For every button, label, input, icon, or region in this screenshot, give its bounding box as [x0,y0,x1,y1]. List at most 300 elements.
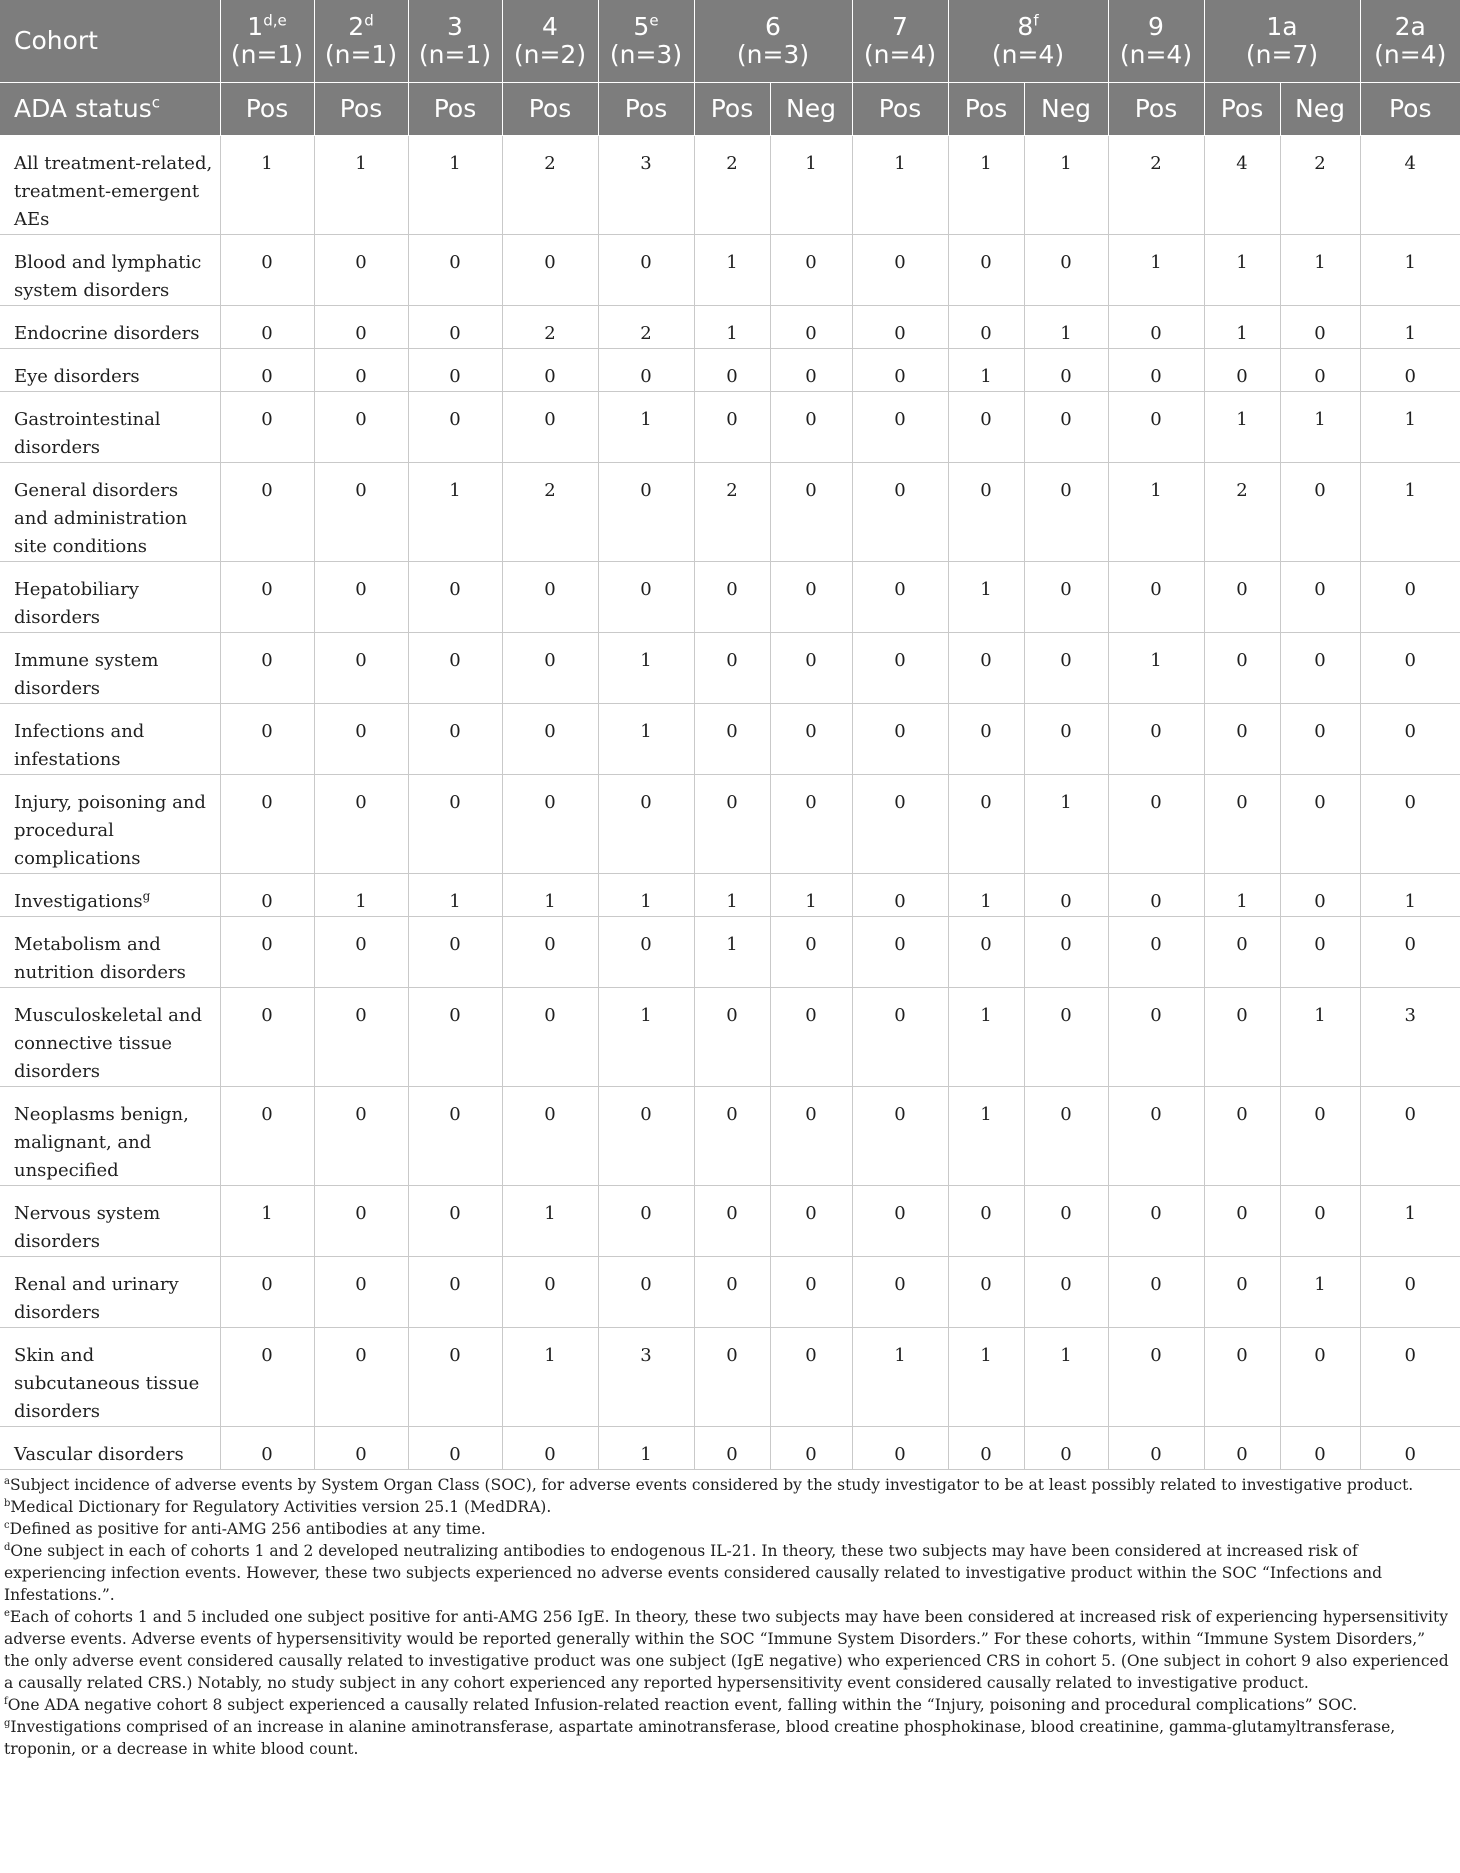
count-cell: 0 [1108,1257,1204,1328]
count-cell: 0 [1108,1186,1204,1257]
count-cell: 1 [1108,463,1204,562]
soc-label: Metabolism and nutrition disorders [14,934,186,983]
soc-label-cell [0,562,220,633]
count-cell: 0 [408,704,502,775]
cohort-footnote-mark: e [649,11,659,30]
count-cell: 0 [770,988,852,1087]
cohort-size: (n=4) [863,40,937,69]
soc-label-cell [0,917,220,988]
count-cell: 2 [502,306,598,349]
soc-label-cell [0,988,220,1087]
count-cell: 0 [314,1087,408,1186]
count-cell: 0 [852,1087,948,1186]
footnote-mark: f [4,1695,8,1707]
count-cell: 0 [502,775,598,874]
count-cell: 0 [1024,917,1108,988]
cohort-name: 4 [542,12,558,41]
count-cell: 0 [502,392,598,463]
count-cell: 1 [770,874,852,917]
cohort-size: (n=1) [324,40,398,69]
table-row [0,633,1460,704]
count-cell: 0 [502,235,598,306]
count-cell: 0 [314,704,408,775]
cohort-name: 8 [1017,12,1034,41]
count-cell: 0 [1108,775,1204,874]
count-cell: 1 [1204,235,1280,306]
count-cell: 0 [220,988,314,1087]
count-cell: 0 [1204,988,1280,1087]
count-cell: 0 [502,988,598,1087]
count-cell: 0 [502,1087,598,1186]
count-cell: 1 [1204,392,1280,463]
count-cell: 0 [314,917,408,988]
count-cell: 0 [1280,562,1360,633]
count-cell: 0 [1024,633,1108,704]
count-cell: 0 [1108,562,1204,633]
soc-label-cell [0,1186,220,1257]
count-cell: 0 [408,392,502,463]
count-cell: 0 [770,235,852,306]
table-row [0,704,1460,775]
count-cell: 0 [598,463,694,562]
soc-label: Musculoskeletal and connective tissue disorders [14,1005,203,1082]
count-cell: 0 [770,306,852,349]
count-cell: 1 [598,874,694,917]
count-cell: 0 [852,463,948,562]
count-cell: 1 [1024,775,1108,874]
count-cell: 0 [408,235,502,306]
table-row [0,463,1460,562]
count-cell: 0 [220,463,314,562]
count-cell: 0 [314,235,408,306]
count-cell: 2 [1280,136,1360,235]
count-cell: 0 [1360,917,1460,988]
count-cell: 3 [598,136,694,235]
count-cell: 1 [694,306,770,349]
count-cell: 1 [1204,306,1280,349]
table-row [0,306,1460,349]
count-cell: 0 [220,1257,314,1328]
count-cell: 0 [948,633,1024,704]
count-cell: 0 [220,306,314,349]
cohort-size: (n=1) [418,40,492,69]
count-cell: 0 [852,562,948,633]
table-row [0,1186,1460,1257]
cohort-header-label: Cohort [0,0,220,83]
count-cell: 0 [694,1328,770,1427]
soc-label-cell [0,1328,220,1427]
cohort-header-cell [948,0,1108,83]
count-cell: 0 [1108,874,1204,917]
table-row [0,1328,1460,1427]
count-cell: 1 [314,136,408,235]
soc-label: Gastrointestinal disorders [14,409,161,458]
count-cell: 0 [1024,988,1108,1087]
count-cell: 0 [598,1087,694,1186]
count-cell: 0 [948,1257,1024,1328]
ada-status-header-row [0,83,1460,136]
footnote-text: Each of cohorts 1 and 5 included one subject positive for anti-AMG 256 IgE. In theory, these two subjects may have been considered at increased risk of experiencing hypersensitivity adverse events. Adverse events of hypersensitivity would be reported generally within the SOC “Immune System Disorders.” For these cohorts, within “Immune System Disorders,” the only adverse event considered causally related to investigative product was one subject (IgE negative) who experienced CRS in cohort 5. (One subject in cohort 9 also experienced a causally related CRS.) Notably, no study subject in any cohort experienced any reported hypersensitivity event considered causally related to investigative product. [4,1608,1449,1692]
count-cell: 1 [598,1427,694,1470]
cohort-size: (n=2) [513,40,587,69]
ada-status-cell: Pos [1108,83,1204,136]
footnote-mark: d [4,1541,11,1553]
soc-label: Blood and lymphatic system disorders [14,252,202,301]
count-cell: 3 [598,1328,694,1427]
cohort-header-cell [1360,0,1460,83]
count-cell: 0 [770,349,852,392]
soc-footnote-mark: g [142,889,151,903]
cohort-size: (n=3) [736,40,810,69]
count-cell: 0 [770,633,852,704]
count-cell: 0 [220,1087,314,1186]
soc-label-cell [0,1427,220,1470]
count-cell: 1 [1360,874,1460,917]
count-cell: 0 [1024,1427,1108,1470]
count-cell: 0 [1280,874,1360,917]
footnote [4,1606,1454,1694]
table-row [0,349,1460,392]
footnote-text: One subject in each of cohorts 1 and 2 developed neutralizing antibodies to endogenous IL-21. In theory, these two subjects may have been considered at increased risk of experiencing infection events. However, these two subjects experienced no adverse events considered causally related to investigative product within the SOC “Infections and Infestations.”. [4,1542,1383,1604]
soc-label-cell [0,1257,220,1328]
soc-label-cell [0,775,220,874]
count-cell: 0 [948,235,1024,306]
footnote-text: Investigations comprised of an increase in alanine aminotransferase, aspartate aminotransferase, blood creatine phosphokinase, blood creatinine, gamma-glutamyltransferase, troponin, or a decrease in white blood count. [4,1718,1396,1758]
cohort-footnote-mark: d,e [263,11,287,30]
cohort-header-cell [1204,0,1360,83]
count-cell: 1 [1280,235,1360,306]
count-cell: 0 [1204,633,1280,704]
soc-label: All treatment-related, treatment-emergent AEs [14,153,213,230]
count-cell: 0 [502,704,598,775]
count-cell: 1 [770,136,852,235]
count-cell: 0 [1024,1087,1108,1186]
count-cell: 0 [852,1186,948,1257]
count-cell: 0 [314,562,408,633]
count-cell: 0 [770,392,852,463]
count-cell: 0 [314,775,408,874]
count-cell: 0 [770,1257,852,1328]
ada-status-cell: Pos [598,83,694,136]
count-cell: 0 [502,1257,598,1328]
soc-label-cell [0,1087,220,1186]
table-row [0,1257,1460,1328]
cohort-name: 9 [1148,12,1164,41]
count-cell: 2 [502,136,598,235]
count-cell: 1 [948,988,1024,1087]
count-cell: 0 [408,349,502,392]
count-cell: 0 [1024,562,1108,633]
count-cell: 0 [1108,392,1204,463]
count-cell: 0 [220,562,314,633]
soc-label: Immune system disorders [14,650,159,699]
count-cell: 0 [852,988,948,1087]
count-cell: 0 [1108,1328,1204,1427]
count-cell: 0 [408,633,502,704]
count-cell: 0 [1108,917,1204,988]
footnote [4,1694,1454,1716]
table-row [0,874,1460,917]
cohort-footnote-mark: d [364,11,374,30]
count-cell: 0 [694,392,770,463]
count-cell: 0 [408,988,502,1087]
count-cell: 1 [598,988,694,1087]
soc-label: Nervous system disorders [14,1203,161,1252]
count-cell: 1 [948,1328,1024,1427]
count-cell: 0 [598,562,694,633]
count-cell: 0 [770,1427,852,1470]
count-cell: 0 [314,633,408,704]
cohort-name: 2a [1394,12,1426,41]
count-cell: 0 [1360,349,1460,392]
cohort-name: 3 [447,12,463,41]
count-cell: 0 [1280,917,1360,988]
count-cell: 1 [1108,235,1204,306]
cohort-size: (n=4) [1119,40,1193,69]
count-cell: 1 [694,874,770,917]
count-cell: 0 [1360,1328,1460,1427]
count-cell: 0 [1280,1087,1360,1186]
count-cell: 0 [1204,1186,1280,1257]
count-cell: 1 [598,392,694,463]
cohort-name: 5 [633,12,650,41]
soc-label: Vascular disorders [14,1444,184,1465]
footnote [4,1518,1454,1540]
footnotes [0,1470,1460,1760]
count-cell: 1 [1280,988,1360,1087]
cohort-header-cell [852,0,948,83]
soc-label: Hepatobiliary disorders [14,579,139,628]
count-cell: 0 [852,235,948,306]
count-cell: 0 [852,874,948,917]
count-cell: 0 [770,775,852,874]
count-cell: 1 [1280,1257,1360,1328]
count-cell: 0 [408,1087,502,1186]
table-row [0,775,1460,874]
count-cell: 0 [598,917,694,988]
count-cell: 0 [1280,349,1360,392]
count-cell: 0 [770,1186,852,1257]
count-cell: 0 [314,349,408,392]
cohort-size: (n=1) [230,40,304,69]
count-cell: 1 [694,917,770,988]
soc-label: General disorders and administration site conditions [14,480,188,557]
count-cell: 0 [598,349,694,392]
ada-status-cell: Pos [314,83,408,136]
count-cell: 0 [1280,633,1360,704]
count-cell: 0 [770,1087,852,1186]
soc-label-cell [0,874,220,917]
table-row [0,562,1460,633]
count-cell: 1 [1108,633,1204,704]
footnote [4,1496,1454,1518]
table-row [0,392,1460,463]
count-cell: 0 [598,775,694,874]
count-cell: 0 [220,775,314,874]
count-cell: 0 [694,988,770,1087]
count-cell: 0 [1204,775,1280,874]
count-cell: 0 [694,1257,770,1328]
count-cell: 0 [770,463,852,562]
count-cell: 0 [1204,562,1280,633]
count-cell: 2 [1204,463,1280,562]
ada-status-cell: Pos [1360,83,1460,136]
ada-status-cell: Pos [408,83,502,136]
count-cell: 0 [948,392,1024,463]
count-cell: 1 [408,136,502,235]
count-cell: 0 [220,633,314,704]
count-cell: 0 [694,562,770,633]
count-cell: 0 [502,1427,598,1470]
count-cell: 0 [1280,306,1360,349]
cohort-name: 1a [1266,12,1298,41]
count-cell: 0 [220,349,314,392]
footnote [4,1716,1454,1760]
soc-label-cell [0,235,220,306]
count-cell: 0 [314,463,408,562]
count-cell: 0 [1360,704,1460,775]
count-cell: 0 [1360,1257,1460,1328]
ada-status-cell: Pos [1204,83,1280,136]
count-cell: 0 [408,1328,502,1427]
table-row [0,1087,1460,1186]
count-cell: 1 [1024,136,1108,235]
footnote-mark: a [4,1475,10,1487]
footnote-mark: e [4,1607,10,1619]
count-cell: 0 [948,704,1024,775]
cohort-header-cell [502,0,598,83]
soc-label-cell [0,633,220,704]
footnote-text: Subject incidence of adverse events by System Organ Class (SOC), for adverse events considered by the study investigator to be at least possibly related to investigative product. [9,1476,1414,1494]
count-cell: 0 [1204,1328,1280,1427]
soc-label-cell [0,392,220,463]
soc-label: Renal and urinary disorders [14,1274,179,1323]
count-cell: 0 [852,392,948,463]
soc-label: Neoplasms benign, malignant, and unspecified [14,1104,189,1181]
cohort-size: (n=7) [1245,40,1319,69]
count-cell: 1 [502,1328,598,1427]
count-cell: 0 [770,1328,852,1427]
count-cell: 1 [948,874,1024,917]
cohort-name: 2 [348,12,365,41]
count-cell: 0 [314,306,408,349]
ada-status-cell: Pos [220,83,314,136]
count-cell: 0 [1204,349,1280,392]
count-cell: 0 [770,562,852,633]
count-cell: 0 [1024,392,1108,463]
count-cell: 0 [1108,1087,1204,1186]
count-cell: 0 [694,775,770,874]
count-cell: 1 [1024,1328,1108,1427]
count-cell: 0 [1280,1427,1360,1470]
footnote-text: Defined as positive for anti-AMG 256 antibodies at any time. [9,1520,486,1538]
count-cell: 0 [1280,775,1360,874]
count-cell: 0 [598,1186,694,1257]
count-cell: 0 [1024,1186,1108,1257]
table-row [0,1427,1460,1470]
cohort-name: 1 [247,12,264,41]
count-cell: 0 [948,1186,1024,1257]
table-row [0,917,1460,988]
count-cell: 0 [948,917,1024,988]
count-cell: 3 [1360,988,1460,1087]
ada-status-cell: Pos [502,83,598,136]
count-cell: 0 [948,306,1024,349]
cohort-size: (n=4) [1374,40,1447,69]
count-cell: 1 [1360,392,1460,463]
count-cell: 1 [1280,392,1360,463]
count-cell: 2 [598,306,694,349]
count-cell: 0 [1108,988,1204,1087]
count-cell: 0 [1204,1427,1280,1470]
count-cell: 0 [1360,633,1460,704]
count-cell: 0 [314,1257,408,1328]
count-cell: 0 [502,562,598,633]
ada-status-header-label: ADA status$^c$ [0,83,220,136]
count-cell: 0 [1280,1186,1360,1257]
soc-label: Investigations [14,891,143,912]
count-cell: 0 [852,306,948,349]
cohort-name: 7 [892,12,908,41]
count-cell: 0 [1360,562,1460,633]
cohort-header-cell [598,0,694,83]
count-cell: 1 [948,562,1024,633]
cohort-header-cell [314,0,408,83]
count-cell: 0 [502,917,598,988]
count-cell: 0 [852,917,948,988]
footnote-mark: g [4,1717,11,1729]
count-cell: 0 [948,775,1024,874]
count-cell: 1 [948,1087,1024,1186]
footnote-mark: c [4,1519,10,1531]
count-cell: 0 [852,704,948,775]
cohort-header-cell [408,0,502,83]
soc-label: Endocrine disorders [14,323,200,344]
count-cell: 0 [694,1087,770,1186]
count-cell: 0 [1280,704,1360,775]
footnote [4,1540,1454,1606]
count-cell: 1 [408,463,502,562]
count-cell: 1 [1024,306,1108,349]
count-cell: 0 [852,349,948,392]
count-cell: 0 [220,704,314,775]
cohort-size: (n=3) [609,40,683,69]
count-cell: 0 [598,1257,694,1328]
count-cell: 1 [948,136,1024,235]
cohort-header-row [0,0,1460,83]
count-cell: 4 [1360,136,1460,235]
count-cell: 0 [1360,775,1460,874]
count-cell: 0 [1280,463,1360,562]
ada-status-cell: Pos [694,83,770,136]
count-cell: 0 [1024,235,1108,306]
count-cell: 0 [314,392,408,463]
count-cell: 1 [502,1186,598,1257]
count-cell: 1 [220,1186,314,1257]
count-cell: 0 [1280,1328,1360,1427]
count-cell: 0 [694,704,770,775]
count-cell: 0 [1108,1427,1204,1470]
count-cell: 1 [1360,235,1460,306]
count-cell: 0 [1024,1257,1108,1328]
soc-label-cell [0,136,220,235]
count-cell: 2 [502,463,598,562]
count-cell: 0 [408,775,502,874]
cohort-header-cell [694,0,852,83]
count-cell: 2 [1108,136,1204,235]
count-cell: 0 [852,633,948,704]
soc-label-cell [0,349,220,392]
